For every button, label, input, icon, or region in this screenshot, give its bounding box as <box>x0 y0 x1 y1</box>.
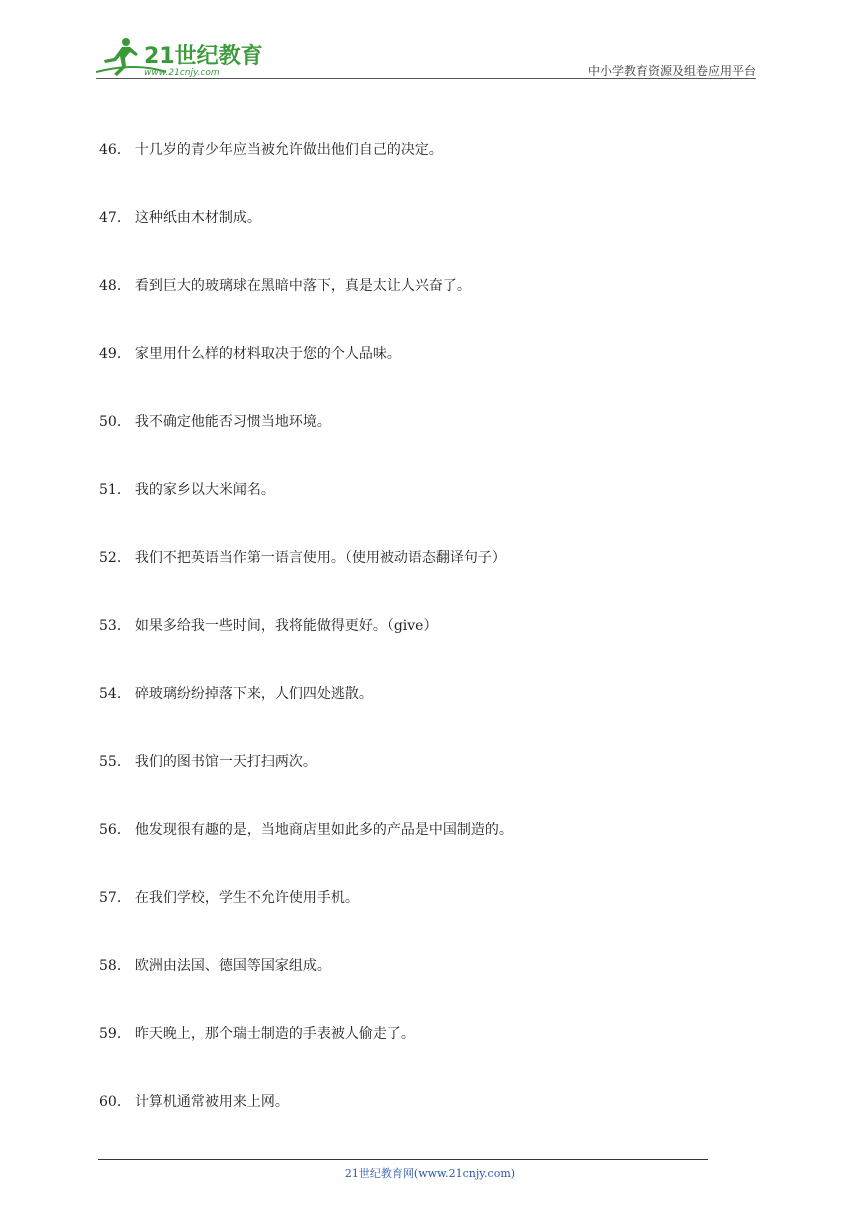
question-number: 56． <box>99 822 131 838</box>
question-number: 49． <box>99 346 131 362</box>
site-logo <box>96 36 266 80</box>
question-number: 59． <box>99 1026 131 1042</box>
question-item <box>99 140 719 208</box>
footer-link[interactable]: 21世纪教育网(www.21cnjy.com) <box>344 1167 516 1180</box>
question-number: 51． <box>99 482 131 498</box>
question-item <box>99 888 719 956</box>
question-number: 57． <box>99 890 131 906</box>
question-item <box>99 820 719 888</box>
question-text: 十几岁的青少年应当被允许做出他们自己的决定。 <box>134 142 443 158</box>
question-text: 如果多给我一些时间，我将能做得更好。（give） <box>134 618 438 634</box>
question-item <box>99 548 719 616</box>
runner-logo-icon <box>96 36 266 80</box>
question-number: 52． <box>99 550 131 566</box>
question-list <box>99 140 719 1160</box>
question-text: 欧洲由法国、德国等国家组成。 <box>134 958 331 974</box>
question-number: 58． <box>99 958 131 974</box>
question-number: 47． <box>99 210 131 226</box>
question-item <box>99 1092 719 1160</box>
question-item <box>99 616 719 684</box>
question-item <box>99 480 719 548</box>
question-text: 我们不把英语当作第一语言使用。（使用被动语态翻译句子） <box>134 550 506 566</box>
question-item <box>99 1024 719 1092</box>
question-text: 他发现很有趣的是，当地商店里如此多的产品是中国制造的。 <box>134 822 513 838</box>
question-text: 家里用什么样的材料取决于您的个人品味。 <box>134 346 401 362</box>
question-text: 我不确定他能否习惯当地环境。 <box>134 414 331 430</box>
question-item <box>99 412 719 480</box>
question-item <box>99 684 719 752</box>
question-text: 我们的图书馆一天打扫两次。 <box>134 754 317 770</box>
question-item <box>99 344 719 412</box>
logo-text: 21世纪教育 <box>144 44 263 69</box>
question-number: 50． <box>99 414 131 430</box>
page-header <box>96 28 756 80</box>
question-text: 我的家乡以大米闻名。 <box>134 482 275 498</box>
question-number: 54． <box>99 686 131 702</box>
footer-divider <box>98 1159 708 1160</box>
question-item <box>99 956 719 1024</box>
question-number: 55． <box>99 754 131 770</box>
question-item <box>99 752 719 820</box>
logo-url: www.21cnjy.com <box>144 68 220 78</box>
question-text: 碎玻璃纷纷掉落下来，人们四处逃散。 <box>134 686 373 702</box>
question-item <box>99 276 719 344</box>
question-text: 这种纸由木材制成。 <box>134 210 261 226</box>
question-text: 看到巨大的玻璃球在黑暗中落下，真是太让人兴奋了。 <box>134 278 471 294</box>
question-text: 在我们学校，学生不允许使用手机。 <box>134 890 359 906</box>
question-number: 48． <box>99 278 131 294</box>
question-text: 计算机通常被用来上网。 <box>134 1094 289 1110</box>
header-divider <box>96 78 756 79</box>
question-number: 53． <box>99 618 131 634</box>
question-number: 60． <box>99 1094 131 1110</box>
platform-title: 中小学教育资源及组卷应用平台 <box>587 64 756 78</box>
question-number: 46． <box>99 142 131 158</box>
question-item <box>99 208 719 276</box>
question-text: 昨天晚上，那个瑞士制造的手表被人偷走了。 <box>134 1026 415 1042</box>
